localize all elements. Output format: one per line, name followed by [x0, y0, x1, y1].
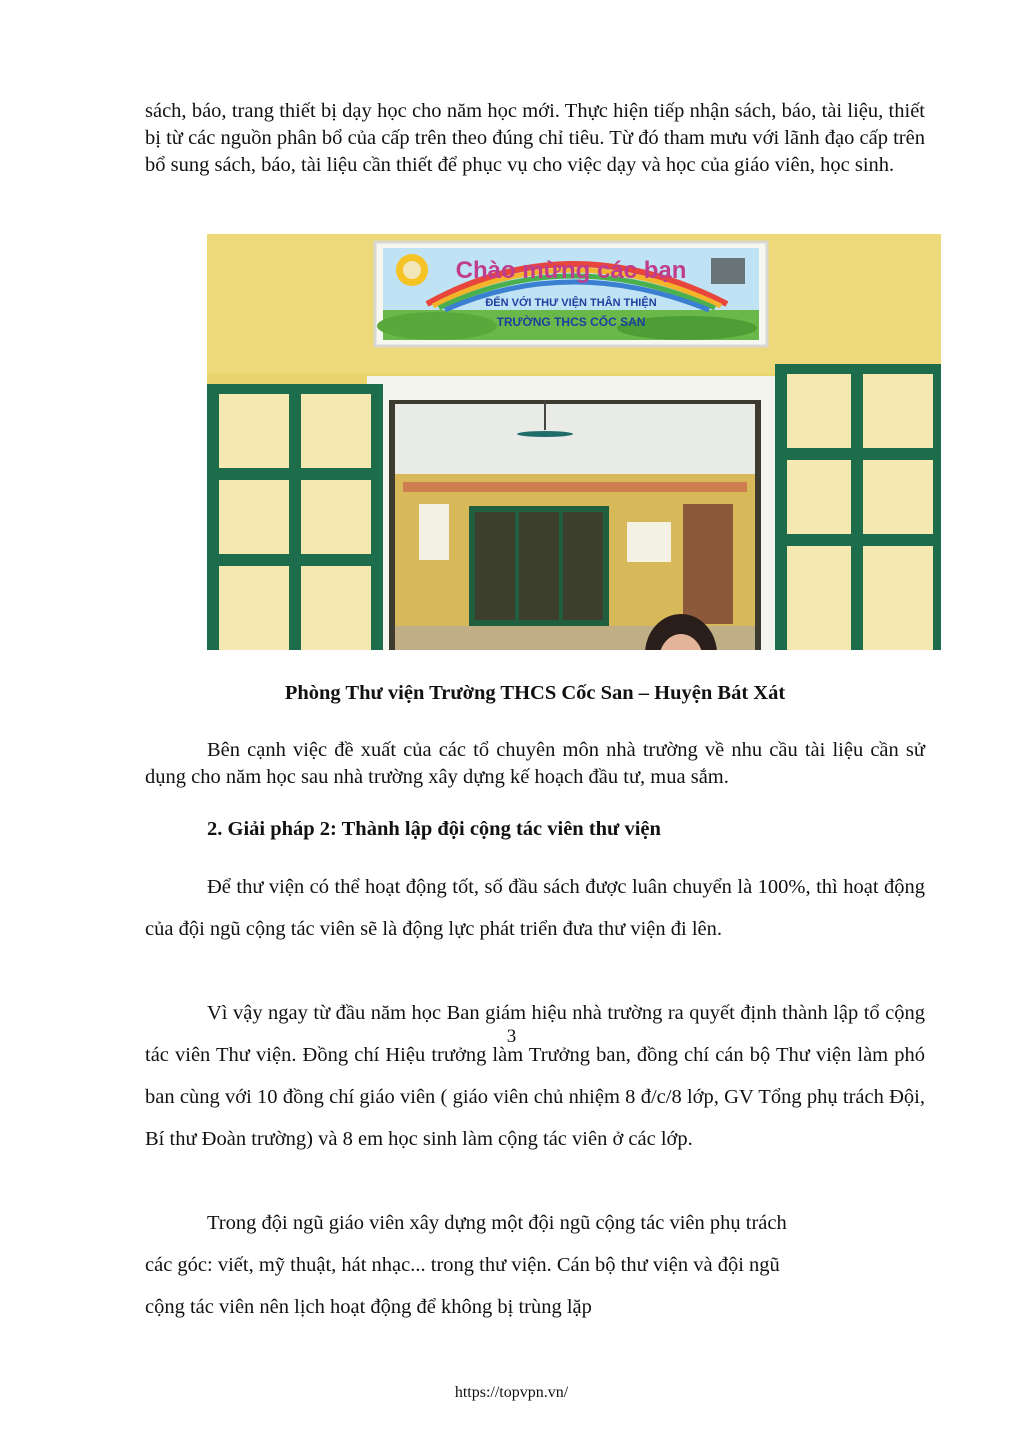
sign-title: Chào mừng các bạn: [455, 257, 687, 284]
page-number: 3: [506, 1026, 517, 1047]
paragraph-last: [145, 1202, 925, 1328]
footer-url: https://topvpn.vn/: [454, 1384, 569, 1401]
paragraph: Để thư viện có thể hoạt động tốt, số đầu sách được luân chuyển là 100%, thì hoạt động của đội ngũ cộng tác viên sẽ là động lực phát triển đưa thư viện đi lên.: [145, 876, 925, 940]
paragraph-line: cộng tác viên nên lịch hoạt động để không bị trùng lặp: [145, 1296, 592, 1318]
paragraph-line: các góc: viết, mỹ thuật, hát nhạc... trong thư viện. Cán bộ thư viện và đội ngũ: [145, 1254, 780, 1276]
paragraph: Vì vậy ngay từ đầu năm học Ban giám hiệu nhà trường ra quyết định thành lập tổ cộng tác viên Thư viện. Đồng chí Hiệu trưởng làm Trưởng ban, đồng chí cán bộ Thư viện làm phó ban cùng với 10 đồng chí giáo viên ( giáo viên chủ nhiệm 8 đ/c/8 lớp, GV Tổng phụ trách Đội, Bí thư Đoàn trường) và 8 em học sinh làm cộng tác viên ở các lớp.: [145, 1002, 925, 1150]
sign-subtitle: ĐẾN VỚI THƯ VIỆN THÂN THIỆN: [485, 297, 657, 309]
library-photo: [207, 234, 941, 650]
figure-caption: Phòng Thư viện Trường THCS Cốc San – Huyện Bát Xát: [284, 682, 786, 704]
sign-school: TRƯỜNG THCS CỐC SAN: [496, 315, 646, 329]
paragraph-line: Trong đội ngũ giáo viên xây dựng một đội ngũ cộng tác viên phụ trách: [207, 1212, 787, 1234]
paragraph-continued: sách, báo, trang thiết bị dạy học cho năm học mới. Thực hiện tiếp nhận sách, báo, tài liệu, thiết bị từ các nguồn phân bổ của cấp trên theo đúng chỉ tiêu. Từ đó tham mưu với lãnh đạo cấp trên bổ sung sách, báo, tài liệu cần thiết để phục vụ cho việc dạy và học của giáo viên, học sinh.: [145, 100, 925, 176]
section-heading: 2. Giải pháp 2: Thành lập đội cộng tác viên thư viện: [207, 818, 661, 840]
paragraph: Bên cạnh việc đề xuất của các tổ chuyên môn nhà trường về nhu cầu tài liệu cần sử dụng cho năm học sau nhà trường xây dựng kế hoạch đầu tư, mua sắm.: [145, 739, 925, 788]
